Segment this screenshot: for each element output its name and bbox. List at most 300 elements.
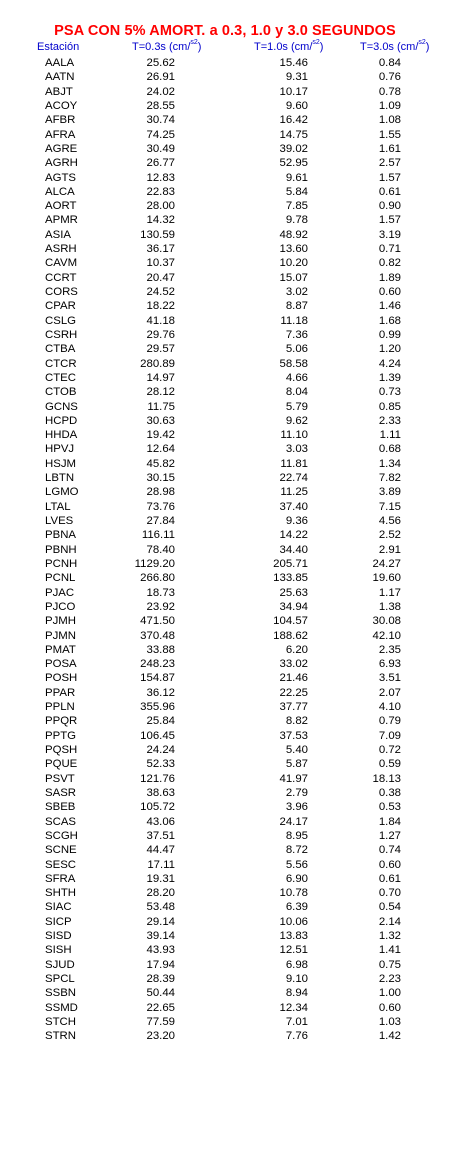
t03-cell: 28.55 — [146, 99, 175, 112]
station-cell: POSA — [45, 658, 77, 671]
table-row — [0, 772, 450, 786]
table-row — [0, 328, 450, 342]
t30-cell: 1.09 — [378, 99, 401, 112]
t30-cell: 1.89 — [378, 271, 401, 284]
station-cell: SIAC — [45, 901, 72, 914]
t30-cell: 3.51 — [378, 672, 401, 685]
t10-cell: 188.62 — [273, 629, 308, 642]
t03-cell: 36.17 — [146, 243, 175, 256]
station-cell: PJMN — [45, 629, 77, 642]
table-row — [0, 500, 450, 514]
t03-cell: 24.24 — [146, 744, 175, 756]
station-cell: AALA — [45, 57, 75, 69]
t10-cell: 11.18 — [280, 314, 308, 327]
t30-cell: 1.32 — [378, 930, 401, 943]
station-cell: AGRE — [45, 142, 78, 155]
station-cell: SBEB — [45, 801, 76, 814]
t03-cell: 19.42 — [146, 429, 175, 442]
t03-cell: 280.89 — [140, 357, 175, 370]
t03-cell: 26.77 — [146, 157, 175, 170]
table-row — [0, 128, 450, 142]
table-row — [0, 371, 450, 385]
t10-cell: 9.78 — [285, 214, 308, 227]
t03-cell: 26.91 — [146, 71, 175, 84]
t10-cell: 3.03 — [285, 443, 308, 456]
station-cell: SFRA — [45, 872, 76, 885]
t10-cell: 8.95 — [285, 829, 308, 842]
t03-cell: 10.37 — [146, 257, 175, 270]
station-cell: SSMD — [45, 1001, 78, 1014]
table-row — [0, 1015, 450, 1029]
t03-cell: 45.82 — [146, 457, 175, 470]
t10-cell: 13.83 — [279, 930, 308, 943]
station-cell: CSRH — [45, 328, 78, 341]
page-title: PSA CON 5% AMORT. a 0.3, 1.0 y 3.0 SEGUNDOS — [54, 23, 396, 39]
t30-cell: 1.17 — [378, 586, 401, 599]
table-row — [0, 242, 450, 256]
t10-cell: 41.97 — [279, 772, 308, 785]
column-header-t10-label: T=1.0s (cm/ — [254, 41, 313, 53]
t30-cell: 2.07 — [378, 686, 401, 699]
t10-cell: 33.02 — [279, 658, 308, 671]
t03-cell: 471.50 — [140, 615, 175, 628]
t03-cell: 22.65 — [146, 1001, 175, 1014]
t30-cell: 1.11 — [379, 429, 401, 442]
t03-cell: 17.11 — [147, 858, 175, 871]
t10-cell: 11.25 — [280, 486, 308, 499]
station-cell: AGTS — [45, 171, 77, 184]
station-cell: HSJM — [45, 457, 77, 470]
station-cell: PJMH — [45, 615, 77, 628]
table-row — [0, 800, 450, 814]
t10-cell: 21.46 — [279, 672, 308, 685]
t30-cell: 18.13 — [372, 772, 401, 785]
t03-cell: 24.52 — [146, 286, 175, 298]
table-row — [0, 228, 450, 242]
table-row — [0, 915, 450, 929]
t03-cell: 37.51 — [146, 829, 175, 842]
table-row — [0, 815, 450, 829]
column-header-station: Estación — [37, 41, 80, 53]
station-cell: STCH — [45, 1015, 77, 1028]
table-row — [0, 543, 450, 557]
t03-cell: 30.15 — [146, 472, 175, 485]
t03-cell: 11.75 — [147, 400, 175, 413]
t03-cell: 29.76 — [146, 328, 175, 341]
t30-cell: 1.41 — [378, 944, 401, 957]
station-cell: PBNH — [45, 543, 77, 556]
t30-cell: 0.73 — [378, 386, 401, 399]
closing-paren: ) — [197, 41, 202, 53]
station-cell: PPQR — [45, 715, 78, 728]
station-cell: APMR — [45, 214, 78, 227]
t10-cell: 8.87 — [285, 300, 308, 313]
t30-cell: 0.61 — [378, 872, 401, 885]
table-row — [0, 571, 450, 585]
t03-cell: 23.92 — [146, 600, 175, 613]
t10-cell: 9.60 — [285, 99, 308, 112]
t10-cell: 10.78 — [279, 887, 308, 900]
station-cell: ASRH — [45, 243, 77, 256]
t10-cell: 13.60 — [279, 243, 308, 256]
station-cell: AORT — [45, 200, 77, 213]
station-cell: PSVT — [45, 772, 75, 785]
t03-cell: 105.72 — [140, 801, 175, 814]
t03-cell: 1129.20 — [134, 557, 175, 570]
t10-cell: 6.90 — [285, 872, 308, 885]
table-row — [0, 471, 450, 485]
t30-cell: 4.10 — [378, 701, 401, 714]
t03-cell: 74.25 — [146, 128, 175, 141]
t30-cell: 2.91 — [378, 543, 401, 556]
t10-cell: 11.10 — [280, 429, 308, 442]
t03-cell: 50.44 — [146, 987, 175, 1000]
t30-cell: 0.59 — [378, 758, 401, 771]
t30-cell: 19.60 — [372, 572, 401, 585]
t30-cell: 3.19 — [378, 228, 401, 241]
table-row — [0, 213, 450, 227]
station-cell: PMAT — [45, 643, 76, 656]
table-row — [0, 958, 450, 972]
table-row — [0, 729, 450, 743]
t30-cell: 1.61 — [378, 142, 401, 155]
table-row — [0, 700, 450, 714]
column-header-t03 — [132, 40, 201, 54]
table-row — [0, 400, 450, 414]
station-cell: PPTG — [45, 729, 77, 742]
t03-cell: 266.80 — [140, 572, 175, 585]
table-row — [0, 113, 450, 127]
t03-cell: 30.49 — [146, 142, 175, 155]
table-row — [0, 357, 450, 371]
table-row — [0, 714, 450, 728]
t03-cell: 28.98 — [146, 486, 175, 499]
t03-cell: 29.14 — [146, 915, 175, 928]
closing-paren: ) — [319, 41, 324, 53]
t03-cell: 154.87 — [140, 672, 175, 685]
t10-cell: 10.17 — [279, 85, 308, 98]
t03-cell: 17.94 — [146, 958, 175, 971]
station-cell: SISH — [45, 944, 72, 957]
t10-cell: 7.85 — [285, 200, 308, 213]
t30-cell: 1.84 — [378, 815, 401, 828]
t10-cell: 5.56 — [285, 858, 308, 871]
t03-cell: 28.00 — [146, 200, 175, 213]
t30-cell: 0.75 — [378, 958, 401, 971]
t10-cell: 14.22 — [279, 529, 308, 542]
table-row — [0, 70, 450, 84]
station-cell: AFBR — [45, 114, 76, 127]
t30-cell: 1.03 — [378, 1015, 401, 1028]
t10-cell: 11.81 — [280, 457, 308, 470]
t03-cell: 77.59 — [146, 1015, 175, 1028]
data-table — [0, 56, 450, 1044]
station-cell: SCGH — [45, 829, 78, 842]
table-row — [0, 457, 450, 471]
t30-cell: 0.68 — [378, 443, 401, 456]
t10-cell: 205.71 — [273, 557, 308, 570]
t30-cell: 2.23 — [378, 973, 401, 985]
unit-superscript: s2 — [312, 39, 320, 47]
table-row — [0, 442, 450, 456]
station-cell: PQUE — [45, 758, 78, 771]
table-row — [0, 557, 450, 571]
t30-cell: 0.72 — [378, 744, 401, 756]
t30-cell: 0.38 — [378, 786, 401, 799]
t10-cell: 6.39 — [285, 901, 308, 914]
station-cell: LVES — [45, 515, 74, 527]
t30-cell: 0.54 — [378, 901, 401, 914]
t03-cell: 25.84 — [146, 715, 175, 728]
table-row — [0, 657, 450, 671]
station-cell: POSH — [45, 672, 78, 685]
table-row — [0, 600, 450, 614]
t03-cell: 28.39 — [146, 973, 175, 985]
t03-cell: 130.59 — [140, 228, 175, 241]
t03-cell: 23.20 — [146, 1030, 175, 1043]
table-row — [0, 528, 450, 542]
table-row — [0, 614, 450, 628]
t30-cell: 1.27 — [378, 829, 401, 842]
table-row — [0, 285, 450, 299]
station-cell: PPAR — [45, 686, 76, 699]
t03-cell: 78.40 — [146, 543, 175, 556]
t30-cell: 1.00 — [378, 987, 401, 1000]
table-row — [0, 986, 450, 1000]
table-row — [0, 342, 450, 356]
t10-cell: 16.42 — [279, 114, 308, 127]
t10-cell: 5.06 — [285, 343, 308, 356]
table-row — [0, 843, 450, 857]
t03-cell: 30.74 — [146, 114, 175, 127]
station-cell: CTEC — [45, 371, 77, 384]
t30-cell: 6.93 — [378, 658, 401, 671]
t30-cell: 0.99 — [378, 328, 401, 341]
station-cell: CTOB — [45, 386, 77, 399]
t30-cell: 1.55 — [378, 128, 401, 141]
t30-cell: 1.57 — [378, 214, 401, 227]
station-cell: CCRT — [45, 271, 77, 284]
t30-cell: 4.24 — [378, 357, 401, 370]
station-cell: SSBN — [45, 987, 77, 1000]
t10-cell: 24.17 — [279, 815, 308, 828]
t30-cell: 4.56 — [378, 515, 401, 527]
table-row — [0, 686, 450, 700]
t30-cell: 1.42 — [378, 1030, 401, 1043]
t03-cell: 43.93 — [146, 944, 175, 957]
table-row — [0, 171, 450, 185]
t30-cell: 0.60 — [378, 1001, 401, 1014]
t10-cell: 7.76 — [285, 1030, 308, 1043]
station-cell: CSLG — [45, 314, 77, 327]
t30-cell: 0.84 — [378, 57, 401, 69]
t03-cell: 19.31 — [146, 872, 175, 885]
t03-cell: 41.18 — [146, 314, 175, 327]
t10-cell: 7.36 — [285, 328, 308, 341]
t10-cell: 4.66 — [285, 371, 308, 384]
t30-cell: 30.08 — [372, 615, 401, 628]
t03-cell: 18.22 — [146, 300, 175, 313]
t10-cell: 2.79 — [285, 786, 308, 799]
table-row — [0, 514, 450, 528]
station-cell: CORS — [45, 286, 78, 298]
t03-cell: 28.12 — [146, 386, 175, 399]
t03-cell: 121.76 — [140, 772, 175, 785]
table-row — [0, 629, 450, 643]
t10-cell: 10.20 — [279, 257, 308, 270]
station-cell: SCNE — [45, 844, 77, 857]
t10-cell: 34.40 — [279, 543, 308, 556]
t30-cell: 1.39 — [378, 371, 401, 384]
column-header-t03-label: T=0.3s (cm/ — [132, 41, 191, 53]
station-cell: ASIA — [45, 228, 71, 241]
table-row — [0, 271, 450, 285]
t30-cell: 0.71 — [378, 243, 401, 256]
t03-cell: 44.47 — [146, 844, 175, 857]
t03-cell: 355.96 — [140, 701, 175, 714]
t03-cell: 39.14 — [146, 930, 175, 943]
station-cell: CTBA — [45, 343, 76, 356]
station-cell: AATN — [45, 71, 75, 84]
t10-cell: 9.36 — [285, 515, 308, 527]
station-cell: SJUD — [45, 958, 75, 971]
t30-cell: 1.08 — [378, 114, 401, 127]
t10-cell: 3.96 — [285, 801, 308, 814]
table-row — [0, 929, 450, 943]
column-header-t30-label: T=3.0s (cm/ — [360, 41, 419, 53]
t03-cell: 20.47 — [146, 271, 175, 284]
t30-cell: 0.70 — [378, 887, 401, 900]
t10-cell: 52.95 — [279, 157, 308, 170]
t03-cell: 27.84 — [146, 515, 175, 527]
t30-cell: 3.89 — [378, 486, 401, 499]
table-row — [0, 757, 450, 771]
station-cell: ABJT — [45, 85, 73, 98]
t30-cell: 0.90 — [378, 200, 401, 213]
t30-cell: 2.14 — [378, 915, 401, 928]
t10-cell: 9.62 — [285, 414, 308, 427]
station-cell: SPCL — [45, 973, 75, 985]
table-row — [0, 156, 450, 170]
t10-cell: 14.75 — [279, 128, 308, 141]
station-cell: HPVJ — [45, 443, 75, 456]
t10-cell: 48.92 — [279, 228, 308, 241]
table-row — [0, 872, 450, 886]
table-row — [0, 1001, 450, 1015]
t10-cell: 22.74 — [279, 472, 308, 485]
t30-cell: 7.09 — [378, 729, 401, 742]
unit-superscript: s2 — [418, 39, 426, 47]
t03-cell: 53.48 — [146, 901, 175, 914]
t10-cell: 6.98 — [285, 958, 308, 971]
t03-cell: 25.62 — [146, 57, 175, 69]
t03-cell: 12.83 — [146, 171, 175, 184]
station-cell: ALCA — [45, 185, 75, 198]
station-cell: LGMO — [45, 486, 79, 499]
t10-cell: 25.63 — [279, 586, 308, 599]
table-row — [0, 786, 450, 800]
t30-cell: 0.76 — [378, 71, 401, 84]
t03-cell: 14.32 — [146, 214, 175, 227]
t10-cell: 12.34 — [279, 1001, 308, 1014]
station-cell: SISD — [45, 930, 72, 943]
t30-cell: 0.78 — [378, 85, 401, 98]
station-cell: GCNS — [45, 400, 78, 413]
station-cell: AGRH — [45, 157, 78, 170]
t03-cell: 106.45 — [140, 729, 175, 742]
t30-cell: 1.68 — [378, 314, 401, 327]
station-cell: AFRA — [45, 128, 76, 141]
t30-cell: 42.10 — [372, 629, 401, 642]
closing-paren: ) — [425, 41, 430, 53]
t10-cell: 12.51 — [279, 944, 308, 957]
table-row — [0, 972, 450, 986]
table-row — [0, 99, 450, 113]
t10-cell: 8.94 — [285, 987, 308, 1000]
table-row — [0, 314, 450, 328]
t03-cell: 248.23 — [140, 658, 175, 671]
table-row — [0, 886, 450, 900]
t30-cell: 7.82 — [378, 472, 401, 485]
table-row — [0, 414, 450, 428]
t30-cell: 1.34 — [378, 457, 401, 470]
station-cell: PJAC — [45, 586, 75, 599]
table-row — [0, 743, 450, 757]
t30-cell: 0.60 — [378, 858, 401, 871]
t30-cell: 1.46 — [378, 300, 401, 313]
t30-cell: 0.85 — [378, 400, 401, 413]
t10-cell: 10.06 — [279, 915, 308, 928]
t30-cell: 1.20 — [378, 343, 401, 356]
t03-cell: 24.02 — [146, 85, 175, 98]
column-header-t10 — [254, 40, 323, 54]
station-cell: HHDA — [45, 429, 78, 442]
t03-cell: 33.88 — [146, 643, 175, 656]
table-row — [0, 586, 450, 600]
table-row — [0, 858, 450, 872]
unit-superscript: s2 — [190, 39, 198, 47]
station-cell: CAVM — [45, 257, 78, 270]
t03-cell: 43.06 — [146, 815, 175, 828]
table-row — [0, 299, 450, 313]
station-cell: SICP — [45, 915, 72, 928]
t03-cell: 29.57 — [146, 343, 175, 356]
t03-cell: 22.83 — [146, 185, 175, 198]
table-row — [0, 185, 450, 199]
station-cell: SCAS — [45, 815, 77, 828]
station-cell: HCPD — [45, 414, 78, 427]
station-cell: STRN — [45, 1030, 77, 1043]
t10-cell: 9.61 — [285, 171, 308, 184]
t10-cell: 8.72 — [285, 844, 308, 857]
station-cell: SASR — [45, 786, 77, 799]
t30-cell: 1.57 — [378, 171, 401, 184]
table-row — [0, 643, 450, 657]
t30-cell: 0.82 — [378, 257, 401, 270]
t10-cell: 104.57 — [273, 615, 308, 628]
station-cell: CPAR — [45, 300, 76, 313]
t10-cell: 133.85 — [273, 572, 308, 585]
t30-cell: 0.74 — [378, 844, 401, 857]
table-row — [0, 142, 450, 156]
column-header-t30 — [360, 40, 429, 54]
station-cell: PPLN — [45, 701, 75, 714]
station-cell: SESC — [45, 858, 77, 871]
station-cell: PQSH — [45, 744, 78, 756]
t30-cell: 0.79 — [378, 715, 401, 728]
t30-cell: 2.35 — [378, 643, 401, 656]
station-cell: SHTH — [45, 887, 77, 900]
